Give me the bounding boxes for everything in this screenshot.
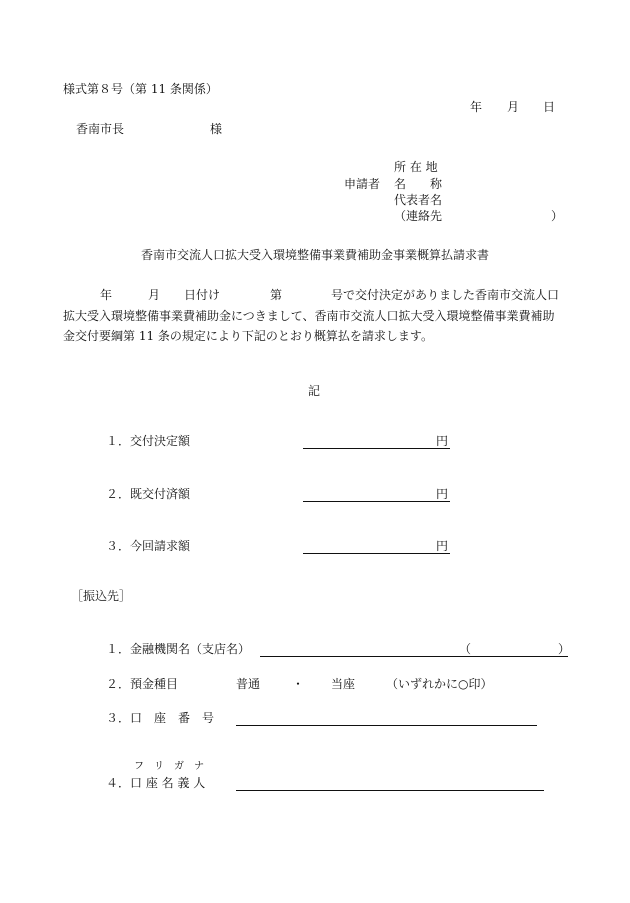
furigana-label: フ リ ガ ナ [134, 761, 204, 772]
applicant-contact-label: （連絡先 [394, 209, 443, 223]
body-year: 年 [100, 288, 113, 302]
applicant-representative-label: 代表者名 [394, 193, 443, 207]
bank-branch-open: （ [459, 642, 472, 656]
bank-branch-close: ） [558, 642, 571, 656]
account-holder-label: ４．口 座 名 義 人 [106, 776, 206, 790]
amount-line-request[interactable] [303, 553, 450, 554]
body-line2: 拡大受入環境整備事業費補助金につきまして、香南市交流人口拡大受入環境整備事業費補助 [63, 309, 555, 323]
date-year: 年 [470, 100, 483, 114]
applicant-name-label-2: 称 [430, 177, 443, 191]
date-month: 月 [507, 100, 520, 114]
form-number: 様式第８号（第 11 条関係） [63, 82, 218, 96]
amount-unit-granted: 円 [436, 434, 449, 448]
amount-unit-request: 円 [436, 539, 449, 553]
date-day: 日 [543, 100, 556, 114]
body-month: 月 [148, 288, 161, 302]
account-holder-line[interactable] [236, 790, 544, 791]
bank-institution-label: １．金融機関名（支店名） [106, 642, 251, 656]
ki-marker: 記 [308, 384, 321, 398]
applicant-label: 申請者 [344, 177, 381, 191]
body-number-prefix: 第 [270, 288, 283, 302]
amount-line-paid[interactable] [303, 501, 450, 502]
body-line3: 金交付要綱第 11 条の規定により下記のとおり概算払を請求します。 [63, 329, 433, 343]
amount-label-paid: ２．既交付済額 [106, 487, 191, 501]
amount-unit-paid: 円 [436, 487, 449, 501]
deposit-type-ordinary[interactable]: 普通 [236, 677, 261, 691]
bank-institution-line[interactable] [260, 656, 568, 657]
applicant-name-label-1: 名 [394, 177, 407, 191]
deposit-type-label: ２．預金種目 [106, 677, 179, 691]
body-day-suffix: 日付け [184, 288, 221, 302]
addressee-name: 香南市長 [76, 122, 125, 136]
amount-label-granted: １．交付決定額 [106, 434, 191, 448]
body-line1-text: 号で交付決定がありました香南市交流人口 [331, 288, 560, 302]
applicant-address-label: 所 在 地 [394, 160, 438, 174]
deposit-type-separator: ・ [292, 677, 305, 691]
account-number-line[interactable] [236, 725, 537, 726]
applicant-contact-close: ） [551, 209, 564, 223]
deposit-type-note: （いずれかに○印） [386, 677, 493, 691]
deposit-type-current[interactable]: 当座 [331, 677, 356, 691]
document-title: 香南市交流人口拡大受入環境整備事業費補助金事業概算払請求書 [140, 248, 489, 262]
bank-heading: ［振込先］ [71, 589, 132, 603]
amount-line-granted[interactable] [303, 448, 450, 449]
amount-label-request: ３．今回請求額 [106, 539, 191, 553]
account-number-label: ３．口 座 番 号 [106, 711, 215, 725]
addressee-honorific: 様 [210, 122, 223, 136]
